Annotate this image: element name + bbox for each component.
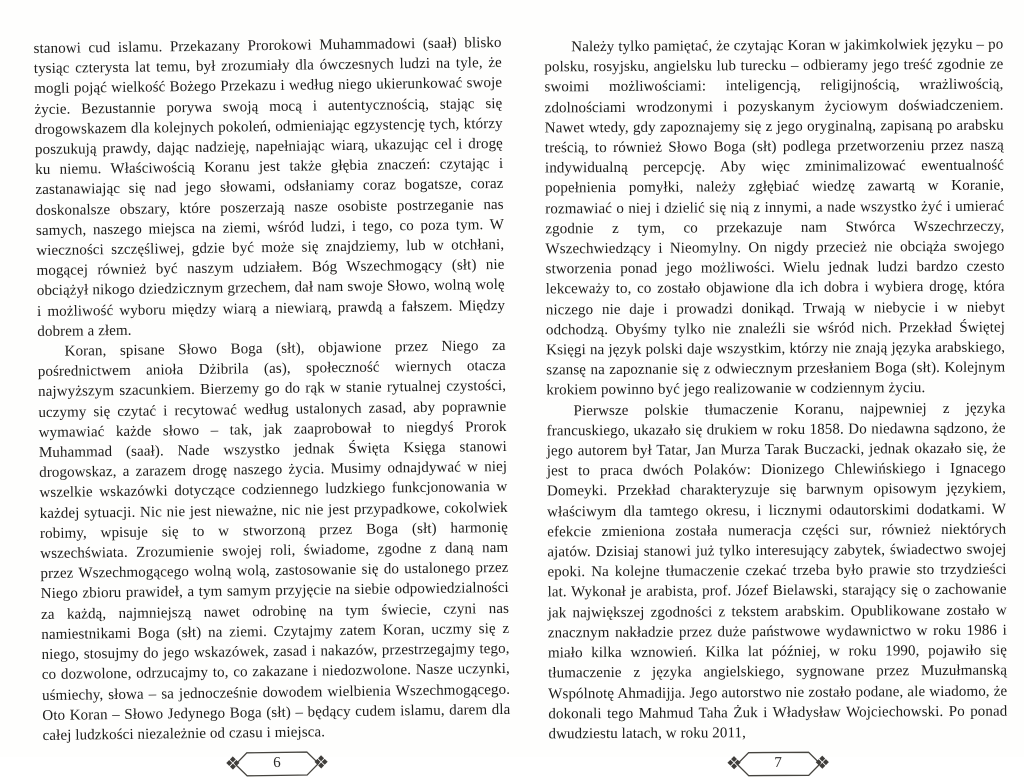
- page-number-plate: [234, 750, 320, 777]
- right-page: [544, 0, 1008, 775]
- paragraph: Pierwsze polskie tłumaczenie Koranu, najpewniej z języka francuskiego, ukazało się drukiem w roku 1858. Do niedawna sądzono, że jego autorem był Tatar, Jan Murza Tarak Buczacki, jednak okazało się, że jest to praca dwóch Polaków: Dionizego Chlewińskiego i Ignacego Domeyki. Przekład charakteryzuje się barwnym opisowym językiem, właściwym dla tamtego okresu, i licznymi odautorskimi dodatkami. W efekcie zmieniona została numeracja części sur, również niektórych ajatów. Dzisiaj stanowi już tylko interesujący zabytek, świadectwo swojej epoki. Na kolejne tłumaczenie czekać trzeba było prawie sto trzydzieści lat. Wykonał je arabista, prof. Józef Bielawski, starający się o zachowanie jak największej zgodności z tekstem arabskim. Opublikowane zostało w znacznym nakładzie przez duże państwowe wydawnictwo w roku 1986 i miało kilka wznowień. Kilka lat później, w roku 1990, pojawiło się tłumaczenie z języka angielskiego, sygnowane przez Muzułmanską Wspólnotę Ahmadijja. Jego autorstwo nie zostało podane, ale wiadomo, że dokonali tego Mahmud Taha Żuk i Władysław Wojciechowski. Po ponad dwudziestu latach, w roku 2011,: [546, 400, 1008, 743]
- left-page-text: [33, 0, 511, 746]
- page-number: 7: [774, 755, 782, 772]
- page-number-plate: [735, 751, 821, 778]
- floral-ornament-icon: ❖: [312, 752, 330, 774]
- right-page-text: [544, 0, 1008, 744]
- paragraph: Należy tylko pamiętać, że czytając Koran w jakimkolwiek języku – po polsku, rosyjsku, angielsku lub turecku – odbieramy jego treść zgodnie ze swoimi możliwościami: inteligencją, religijnością, wrażliwością, zdolnościami wrodzonymi i pozyskanym życiowym doświadczeniem. Nawet wtedy, gdy zapoznajemy się z jego oryginalną, zapisaną po arabsku treścią, to również Słowo Boga (słt) podlega przetworzeniu przez naszą indywidualną percepcję. Aby więc zminimalizować ewentualność popełnienia pomyłki, należy zgłębiać wiedzę zawartą w Koranie, rozmawiać o niej i dzielić się nią z innymi, a nade wszystko żyć i umierać zgodnie z tym, co przekazuje nam Stwórca Wszechrzeczy, Wszechwiedzący i Nieomylny. On nigdy przecież nie obciąża swojego stworzenia ponad jego możliwości. Wielu jednak ludzi bardzo czesto lekceważy to, co zostało objawione dla ich dobra i wybiera drogę, która niczego nie daje i prowadzi donikąd. Trwają w niebycie i w niebyt odchodzą. Obyśmy tylko nie znaleźli sie wśród nich. Przekład Świętej Księgi na język polski daje wszystkim, którzy nie znają języka arabskiego, szansę na zapoznanie się z odwiecznym przesłaniem Boga (słt). Kolejnym krokiem powinno być jego realizowanie w codziennym życiu.: [544, 36, 1006, 399]
- left-page-footer: [43, 748, 511, 780]
- left-page: [33, 0, 511, 775]
- floral-ornament-icon: ❖: [725, 753, 743, 775]
- paragraph: Koran, spisane Słowo Boga (słt), objawione przez Niego za pośrednictwem anioła Dżibrila (as), społeczność wiernych otacza najwyższym szacunkiem. Bierzemy go do rąk w stanie rytualnej czystości, uczymy się czytać i recytować według ustalonych zasad, aby poprawnie wymawiać każde słowo – tak, jak zaaprobował to niegdyś Prorok Muhammad (saał). Nade wszystko jednak Święta Księga stanowi drogowskaz, a zarazem drogę naszego życia. Musimy odnajdywać w niej wszelkie wskazówki dotyczące codziennego ludzkiego funkcjonowania w każdej sytuacji. Nic nie jest nieważne, nic nie jest przypadkowe, cokolwiek robimy, wpisuje się to w stworzoną przez Boga (słt) harmonię wszechświata. Zrozumienie swojej roli, świadome, zgodne z daną nam przez Wszechmogącego wolną wolą, zastosowanie się do ustalonego przez Niego zbioru prawideł, a tym samym przyjęcie na siebie odpowiedzialności za każdą, najmniejszą nawet odrobinę na tym świecie, czyni nas namiestnikami Boga (słt) na ziemi. Czytajmy zatem Koran, uczmy się z niego, stosujmy do jego wskazówek, zasad i nakazów, przestrzegajmy tego, co dozwolone, odrzucajmy to, co zakazane i niedozwolone. Nasze uczynki, uśmiechy, słowa – sa jednocześnie dowodem wielbienia Wszechmogącego. Oto Koran – Słowo Jedynego Boga (słt) – będący cudem islamu, darem dla całej ludzkości niezależnie od czasu i miejsca.: [37, 337, 511, 744]
- floral-ornament-icon: ❖: [814, 752, 831, 774]
- floral-ornament-icon: ❖: [224, 753, 242, 775]
- right-page-footer: [549, 750, 1008, 779]
- page-number: 6: [273, 754, 281, 772]
- paragraph: stanowi cud islamu. Przekazany Prorokowi Muhammadowi (saał) blisko tysiąc czterysta lat temu, był zrozumiały dla ówczesnych ludzi na tyle, że mogli pojąć wielkość Bożego Przekazu i według niego ukierunkować swoje życie. Bezustannie porywa swoją mocą i autentycznością, stając się drogowskazem dla kolejnych pokoleń, odmieniając egzystencję tych, którzy poszukują prawdy, dając nadzieję, napełniając wiarą, ukazując cel i drogę ku niemu. Właściwością Koranu jest także głębia znaczeń: czytając i zastanawiając się nad jego słowami, odsłaniamy coraz bogatsze, coraz doskonalsze obszary, które poszerzają nasze osobiste postrzeganie nas samych, naszego miejsca na ziemi, wśród ludzi, i tego, co poza tym. W wieczności szczęśliwej, gdzie być może się znajdziemy, lub w otchłani, mogącej również być naszym udziałem. Bóg Wszechmogący (słt) nie obciążył nikogo dziedzicznym grzechem, dał nam swoje Słowo, wolną wolę i możliwość wyboru między wiarą a niewiarą, prawdą a fałszem. Między dobrem a złem.: [33, 34, 506, 340]
